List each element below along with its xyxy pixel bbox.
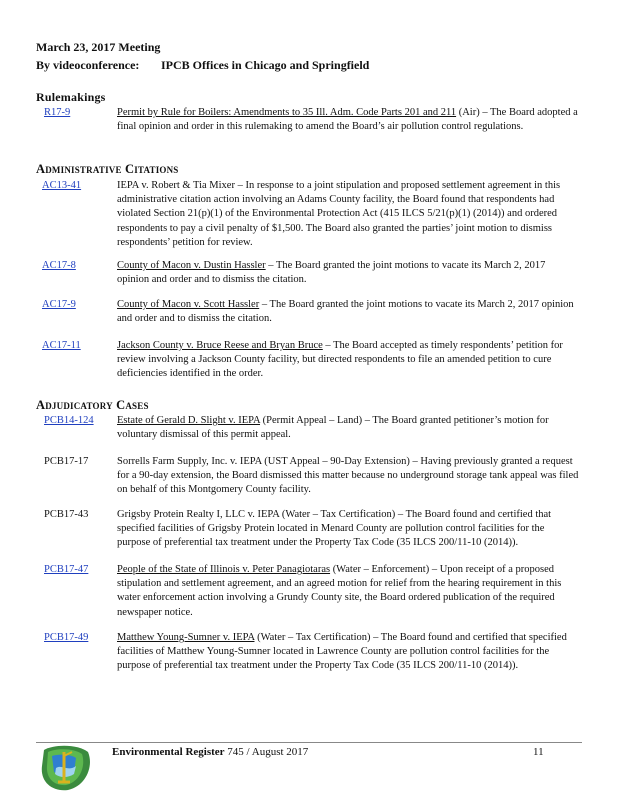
publication-name: Environmental Register <box>112 746 225 758</box>
entry-title: Matthew Young-Sumner v. IEPA <box>117 632 255 643</box>
case-link[interactable]: AC17-8 <box>42 260 76 271</box>
entry-title: Jackson County v. Bruce Reese and Bryan Bruce <box>117 340 323 351</box>
meeting-date: March 23, 2017 Meeting <box>36 40 161 54</box>
entry-text <box>117 179 579 250</box>
entry-title: Estate of Gerald D. Slight v. IEPA <box>117 415 261 426</box>
entry-body: (Water – Tax Certification) – The Board found and certified that specified facilities of Matthew Young-Sumner located in Lawrence County are pollution control facilities for the purpose of preferential tax treatment under the Property Tax Code (35 ILCS 200/11-10 (2014)). <box>117 632 567 672</box>
entry-body: – The Board granted the joint motions to vacate its March 2, 2017 opinion and order and to dismiss the citation. <box>117 260 546 286</box>
entry-body: Sorrells Farm Supply, Inc. v. IEPA (UST Appeal – 90-Day Extension) – Having previously granted a request for a 90-day extension, the Board dismissed this matter because no underground storage tank appeal was filed on behalf of this Montgomery County facility. <box>117 456 579 496</box>
entry-text <box>117 455 579 498</box>
case-number: PCB17-43 <box>44 509 89 520</box>
footer-publication <box>112 746 308 758</box>
case-link[interactable]: PCB17-47 <box>44 564 89 575</box>
entry-text <box>117 259 579 287</box>
entry-title: Permit by Rule for Boilers: Amendments to 35 Ill. Adm. Code Parts 201 and 211 <box>117 107 457 118</box>
entry-text <box>117 563 579 620</box>
entry-text <box>117 508 579 551</box>
entry-text <box>117 414 579 442</box>
section-administrative-citations: Administrative Citations <box>36 162 179 176</box>
case-link[interactable]: PCB17-49 <box>44 632 89 643</box>
environmental-register-logo-icon <box>34 742 98 794</box>
entry-body: (Water – Enforcement) – Upon receipt of a proposed stipulation and settlement agreement, and an agreed motion for relief from the hearing requirement in this water enforcement action involving a Grundy County site, the Board ordered publication of the required newspaper notice. <box>117 564 562 618</box>
case-number: PCB17-17 <box>44 456 89 467</box>
entry-text <box>117 106 579 134</box>
case-link[interactable]: AC13-41 <box>42 180 82 191</box>
meeting-offices: IPCB Offices in Chicago and Springfield <box>161 58 370 72</box>
issue-number: 745 / August 2017 <box>224 746 309 758</box>
meeting-mode: By videoconference: <box>36 58 140 72</box>
case-link[interactable]: R17-9 <box>44 107 71 118</box>
case-link[interactable]: AC17-11 <box>42 340 81 351</box>
case-link[interactable]: AC17-9 <box>42 299 76 310</box>
entry-title: County of Macon v. Dustin Hassler <box>117 260 266 271</box>
section-adjudicatory-cases: Adjudicatory Cases <box>36 398 149 412</box>
footer-rule <box>36 742 582 743</box>
entry-text <box>117 339 579 382</box>
section-rulemakings: Rulemakings <box>36 90 106 104</box>
entry-body: (Air) – The Board adopted a final opinion and order in this rulemaking to amend the Board’s air pollution control regulations. <box>117 107 578 133</box>
entry-body: – The Board accepted as timely respondents’ petition for review involving a Jackson County facility, but directed respondents to file an amended petition to cure deficiencies identified in the order. <box>117 340 563 380</box>
entry-title: People of the State of Illinois v. Peter Panagiotaras <box>117 564 331 575</box>
meeting-location <box>36 56 369 74</box>
entry-text <box>117 298 579 326</box>
entry-body: (Permit Appeal – Land) – The Board granted petitioner’s motion for voluntary dismissal of this permit appeal. <box>117 415 549 441</box>
entry-title: County of Macon v. Scott Hassler <box>117 299 260 310</box>
entry-body: IEPA v. Robert & Tia Mixer – In response to a joint stipulation and proposed settlement agreement in this administrative citation action involving an Adams County facility, the Board found that respondents had violated Section 21(p)(1) of the Environmental Protection Act (415 ILCS 5/21(p)(1) (2014)) and ordered respondents to pay a civil penalty of $1,500. The Board also granted the parties’ joint motion to dismiss respondents’ petition for review. <box>117 180 561 248</box>
entry-body: – The Board granted the joint motions to vacate its March 2, 2017 opinion and order and to dismiss the citation. <box>117 299 574 325</box>
entry-text <box>117 631 579 674</box>
entry-body: Grigsby Protein Realty I, LLC v. IEPA (Water – Tax Certification) – The Board found and certified that specified facilities of Grigsby Protein located in Menard County are pollution control facilities for the purpose of preferential tax treatment under the Property Tax Code (35 ILCS 200/11-10 (2014)). <box>117 509 552 549</box>
case-link[interactable]: PCB14-124 <box>44 415 94 426</box>
meeting-header <box>36 38 369 74</box>
page-number: 11 <box>533 746 544 758</box>
